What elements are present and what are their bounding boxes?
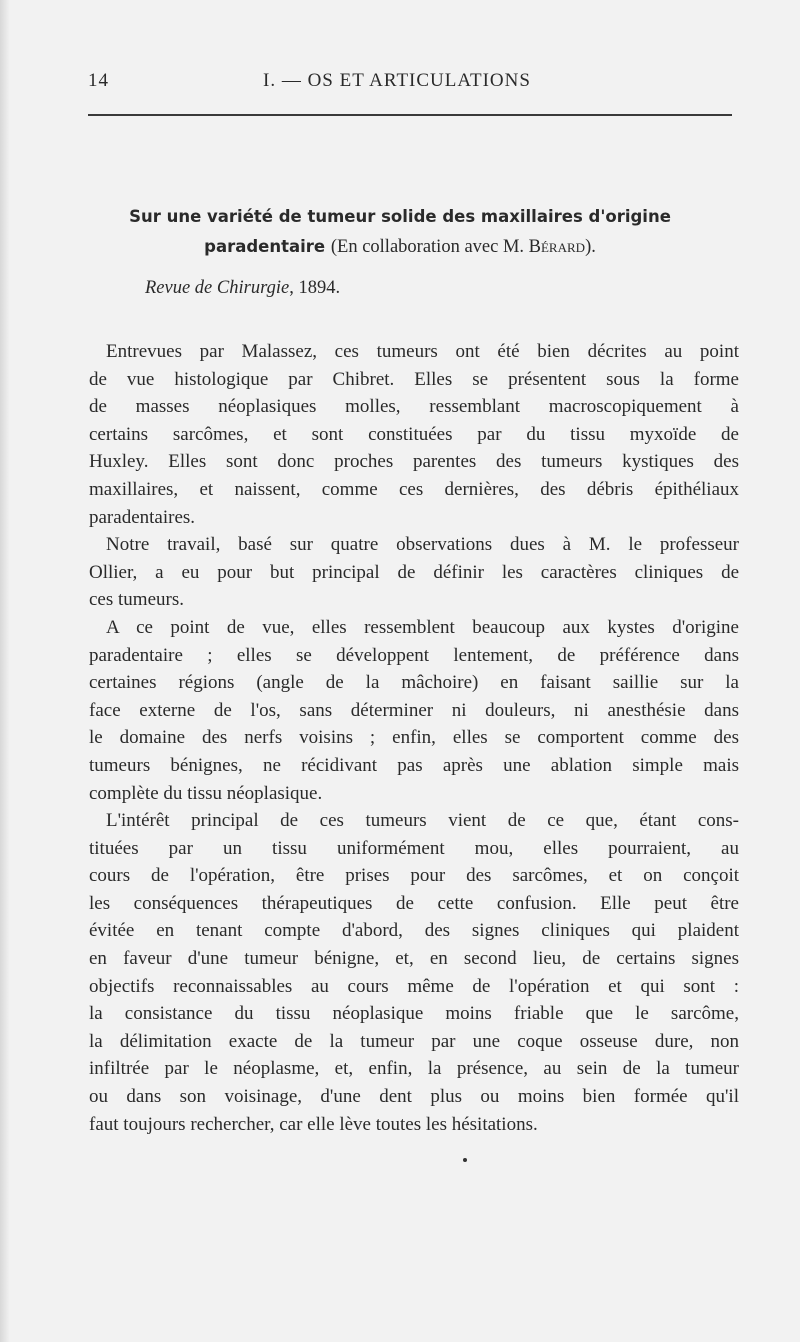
citation — [145, 278, 340, 299]
collab-name: Bérard — [528, 237, 586, 257]
text-line: les conséquences thérapeutiques de cette confusion. Elle peut être — [89, 892, 739, 914]
text-line: évitée en tenant compte d'abord, des signes cliniques qui plaident — [89, 920, 739, 942]
text-line: paradentaire ; elles se développent lentement, de préférence dans — [89, 644, 739, 666]
ink-speck — [463, 1158, 467, 1162]
text-line: Ollier, a eu pour but principal de définir les caractères cliniques de — [89, 561, 739, 583]
text-line: en faveur d'une tumeur bénigne, et, en second lieu, de certains signes — [89, 948, 739, 970]
collab-suffix: ). — [585, 237, 596, 257]
page-number: 14 — [88, 70, 109, 91]
title-line-1: Sur une variété de tumeur solide des maxillaires d'origine — [129, 207, 671, 226]
text-line: L'intérêt principal de ces tumeurs vient de ce que, étant cons- — [106, 810, 739, 832]
text-line: tituées par un tissu uniformément mou, elles pourraient, au — [89, 837, 739, 859]
text-line: certaines régions (angle de la mâchoire) en faisant saillie sur la — [89, 672, 739, 694]
collaboration-note — [331, 237, 596, 257]
paragraph-4 — [89, 807, 739, 1138]
paragraph-1 — [89, 338, 739, 531]
text-line: certains sarcômes, et sont constituées par du tissu myxoïde de — [89, 423, 739, 445]
text-line: de masses néoplasiques molles, ressemblant macroscopiquement à — [89, 396, 739, 418]
running-head — [88, 70, 738, 100]
running-title: I. — OS ET ARTICULATIONS — [263, 70, 531, 91]
journal-year: , 1894. — [289, 278, 341, 298]
text-line: paradentaires. — [89, 506, 196, 528]
paragraph-3 — [89, 614, 739, 807]
text-line: objectifs reconnaissables au cours même de l'opération et qui sont : — [89, 975, 739, 997]
text-line: cours de l'opération, être prises pour des sarcômes, et on conçoit — [89, 865, 739, 887]
text-line: le domaine des nerfs voisins ; enfin, elles se comportent comme des — [89, 727, 739, 749]
journal-name: Revue de Chirurgie — [145, 278, 290, 298]
page-edge-shadow — [0, 0, 10, 1342]
text-line: Huxley. Elles sont donc proches parentes des tumeurs kystiques des — [89, 451, 739, 473]
text-line: ces tumeurs. — [89, 589, 184, 611]
title-line-2-text: paradentaire — [204, 237, 326, 256]
header-rule — [88, 114, 732, 116]
text-line: face externe de l'os, sans déterminer ni douleurs, ni anesthésie dans — [89, 699, 739, 721]
text-line: tumeurs bénignes, ne récidivant pas après une ablation simple mais — [89, 754, 739, 776]
text-line: la délimitation exacte de la tumeur par une coque osseuse dure, non — [89, 1030, 739, 1052]
article-title — [90, 202, 710, 262]
collab-prefix: (En collaboration avec M. — [330, 237, 529, 257]
text-line: maxillaires, et naissent, comme ces dernières, des débris épithéliaux — [89, 478, 739, 500]
text-line: ou dans son voisinage, d'une dent plus ou moins bien formée qu'il — [89, 1086, 739, 1108]
text-line: la consistance du tissu néoplasique moins friable que le sarcôme, — [89, 1003, 739, 1025]
text-line: complète du tissu néoplasique. — [89, 782, 323, 804]
text-line: faut toujours rechercher, car elle lève toutes les hésitations. — [89, 1113, 538, 1135]
text-line: de vue histologique par Chibret. Elles se présentent sous la forme — [89, 368, 739, 390]
paragraph-2 — [89, 531, 739, 614]
text-line: A ce point de vue, elles ressemblent beaucoup aux kystes d'origine — [106, 616, 739, 638]
title-line-2 — [90, 232, 710, 262]
text-line: Entrevues par Malassez, ces tumeurs ont été bien décrites au point — [106, 341, 739, 362]
text-line: Notre travail, basé sur quatre observations dues à M. le professeur — [106, 534, 739, 556]
body-text — [89, 338, 739, 1138]
text-line: infiltrée par le néoplasme, et, enfin, la présence, au sein de la tumeur — [89, 1058, 739, 1080]
